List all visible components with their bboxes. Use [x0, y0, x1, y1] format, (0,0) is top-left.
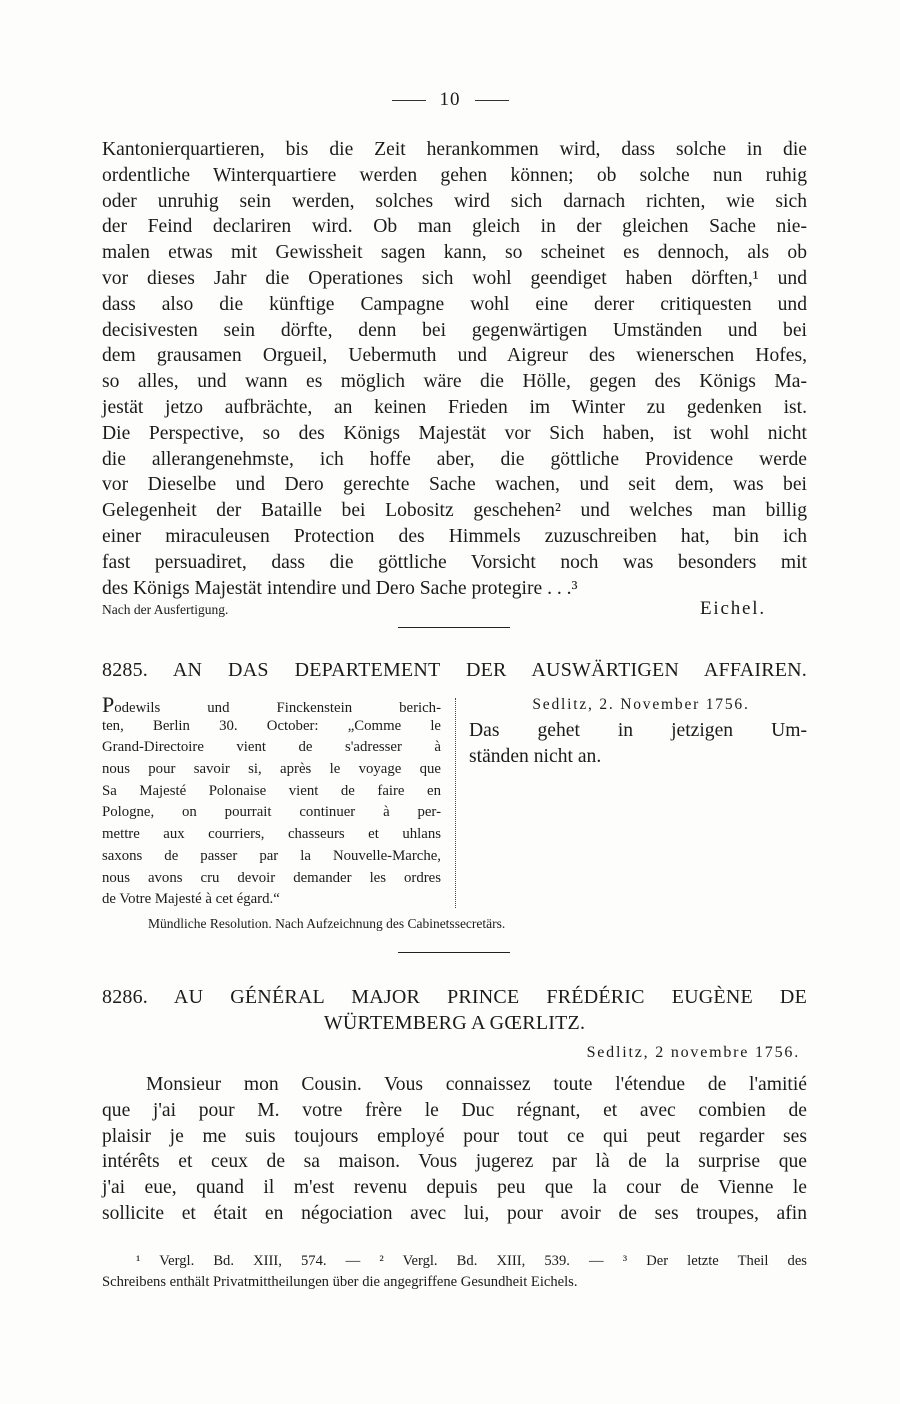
- text-line: plaisir je me suis toujours employé pour tout ce qui peut regarder ses: [102, 1125, 807, 1147]
- text-line: dem grausamen Orgueil, Uebermuth und Aigreur des wienerschen Hofes,: [102, 345, 807, 367]
- text-line: decisivesten sein dörfte, denn bei gegenwärtigen Umständen und bei: [102, 319, 807, 341]
- report-line: mettre aux courriers, chasseurs et uhlans: [102, 826, 441, 843]
- doc-8285-source-note: Mündliche Resolution. Nach Aufzeichnung des Cabinetssecretärs.: [148, 916, 506, 931]
- text-line: Die Perspective, so des Königs Majestät vor Sich haben, ist wohl nicht: [102, 422, 807, 444]
- reply-line: ständen nicht an.: [469, 745, 602, 767]
- report-line: Pologne, on pourrait continuer à per-: [102, 804, 441, 821]
- page-number: 10: [439, 89, 461, 110]
- text-line: ordentliche Winterquartiere werden gehen können; ob solche nun ruhig: [102, 164, 807, 186]
- heading-text: WÜRTEMBERG A GŒRLITZ.: [323, 1011, 586, 1034]
- footnote-line: Schreibens enthält Privatmittheilungen über die angegriffene Gesundheit Eichels.: [102, 1273, 578, 1290]
- text-line: Kantonierquartieren, bis die Zeit herankommen wird, dass solche in die: [102, 139, 807, 160]
- heading-text: 8286. AU GÉNÉRAL MAJOR PRINCE FRÉDÉRIC EUGÈNE DE: [102, 986, 807, 1008]
- page-header: [0, 89, 900, 111]
- column-separator: [455, 698, 456, 908]
- report-line: Podewils und Finckenstein berich-: [102, 692, 441, 717]
- header-rule-left: [392, 100, 426, 101]
- text-line: Gelegenheit der Bataille bei Lobositz geschehen² und welches man billig: [102, 500, 807, 522]
- report-line: Sa Majesté Polonaise vient de faire en: [102, 782, 441, 799]
- dateline: Sedlitz, 2. November 1756.: [532, 696, 750, 713]
- heading-text: 8285. AN DAS DEPARTEMENT DER AUSWÄRTIGEN AFFAIREN.: [102, 659, 807, 681]
- text-line: vor dieses Jahr die Operationes sich wohl geendiget haben dörften,¹ und: [102, 267, 807, 289]
- reply-line: Das gehet in jetzigen Um-: [469, 720, 807, 741]
- report-line: nous pour savoir si, après le voyage que: [102, 761, 441, 778]
- text-line: malen etwas mit Gewissheit sagen kann, so scheinet es dennoch, als ob: [102, 242, 807, 264]
- letter-continuation: [102, 137, 807, 601]
- dateline: Sedlitz, 2 novembre 1756.: [586, 1044, 800, 1061]
- footnote-line: ¹ Vergl. Bd. XIII, 574. — ² Vergl. Bd. XIII, 539. — ³ Der letzte Theil des: [136, 1253, 807, 1269]
- report-line: saxons de passer par la Nouvelle-Marche,: [102, 847, 441, 864]
- section-divider: [398, 952, 510, 953]
- text-line: Monsieur mon Cousin. Vous connaissez toute l'étendue de l'amitié: [146, 1074, 807, 1095]
- footnotes: [102, 1251, 807, 1292]
- text-line: so alles, und wann es möglich wäre die Hölle, gegen des Königs Ma-: [102, 371, 807, 393]
- text-line: que j'ai pour M. votre frère le Duc régnant, et avec combien de: [102, 1099, 807, 1121]
- doc-8285-reply: [469, 694, 807, 770]
- doc-8285-report: [102, 694, 441, 911]
- text-line: jestät jetzo aufbrächte, an keinen Frieden im Winter zu gedenken ist.: [102, 396, 807, 418]
- text-line: intérêts et ceux de sa maison. Vous jugerez par là de la surprise que: [102, 1151, 807, 1173]
- report-line: ten, Berlin 30. October: „Comme le: [102, 717, 441, 734]
- signature: Eichel.: [700, 598, 766, 619]
- doc-8286-heading: [102, 985, 807, 1037]
- text-line: sollicite et était en négociation avec lui, pour avoir de ses troupes, afin: [102, 1202, 807, 1224]
- text-line: der Feind declariren wird. Ob man gleich in der gleichen Sache nie-: [102, 216, 807, 238]
- header-rule-right: [475, 100, 509, 101]
- text-line: vor Dieselbe und Dero gerechte Sache wachen, und seit dem, was bei: [102, 474, 807, 496]
- letter-source-note: Nach der Ausfertigung.: [102, 602, 229, 617]
- report-line: de Votre Majesté à cet égard.“: [102, 891, 280, 908]
- text-line: oder unruhig sein werden, solches wird sich darnach richten, wie sich: [102, 190, 807, 212]
- text-line: einer miraculeusen Protection des Himmels zuzuschreiben hat, bin ich: [102, 525, 807, 547]
- text-line: die allerangenehmste, ich hoffe aber, die göttliche Providence werde: [102, 448, 807, 470]
- doc-8286-letter: [102, 1072, 807, 1227]
- text-line: des Königs Majestät intendire und Dero Sache protegire . . .³: [102, 577, 578, 599]
- section-divider: [398, 627, 510, 628]
- text-line: dass also die künftige Campagne wohl eine derer critiquesten und: [102, 293, 807, 315]
- text-line: fast persuadiret, dass die göttliche Vorsicht noch was besonders mit: [102, 551, 807, 573]
- text-line: j'ai eue, quand il m'est revenu depuis peu que la cour de Vienne le: [102, 1177, 807, 1199]
- report-line: Grand-Directoire vient de s'adresser à: [102, 739, 441, 756]
- doc-8285-heading: [102, 658, 807, 684]
- report-line: nous avons cru devoir demander les ordres: [102, 869, 441, 886]
